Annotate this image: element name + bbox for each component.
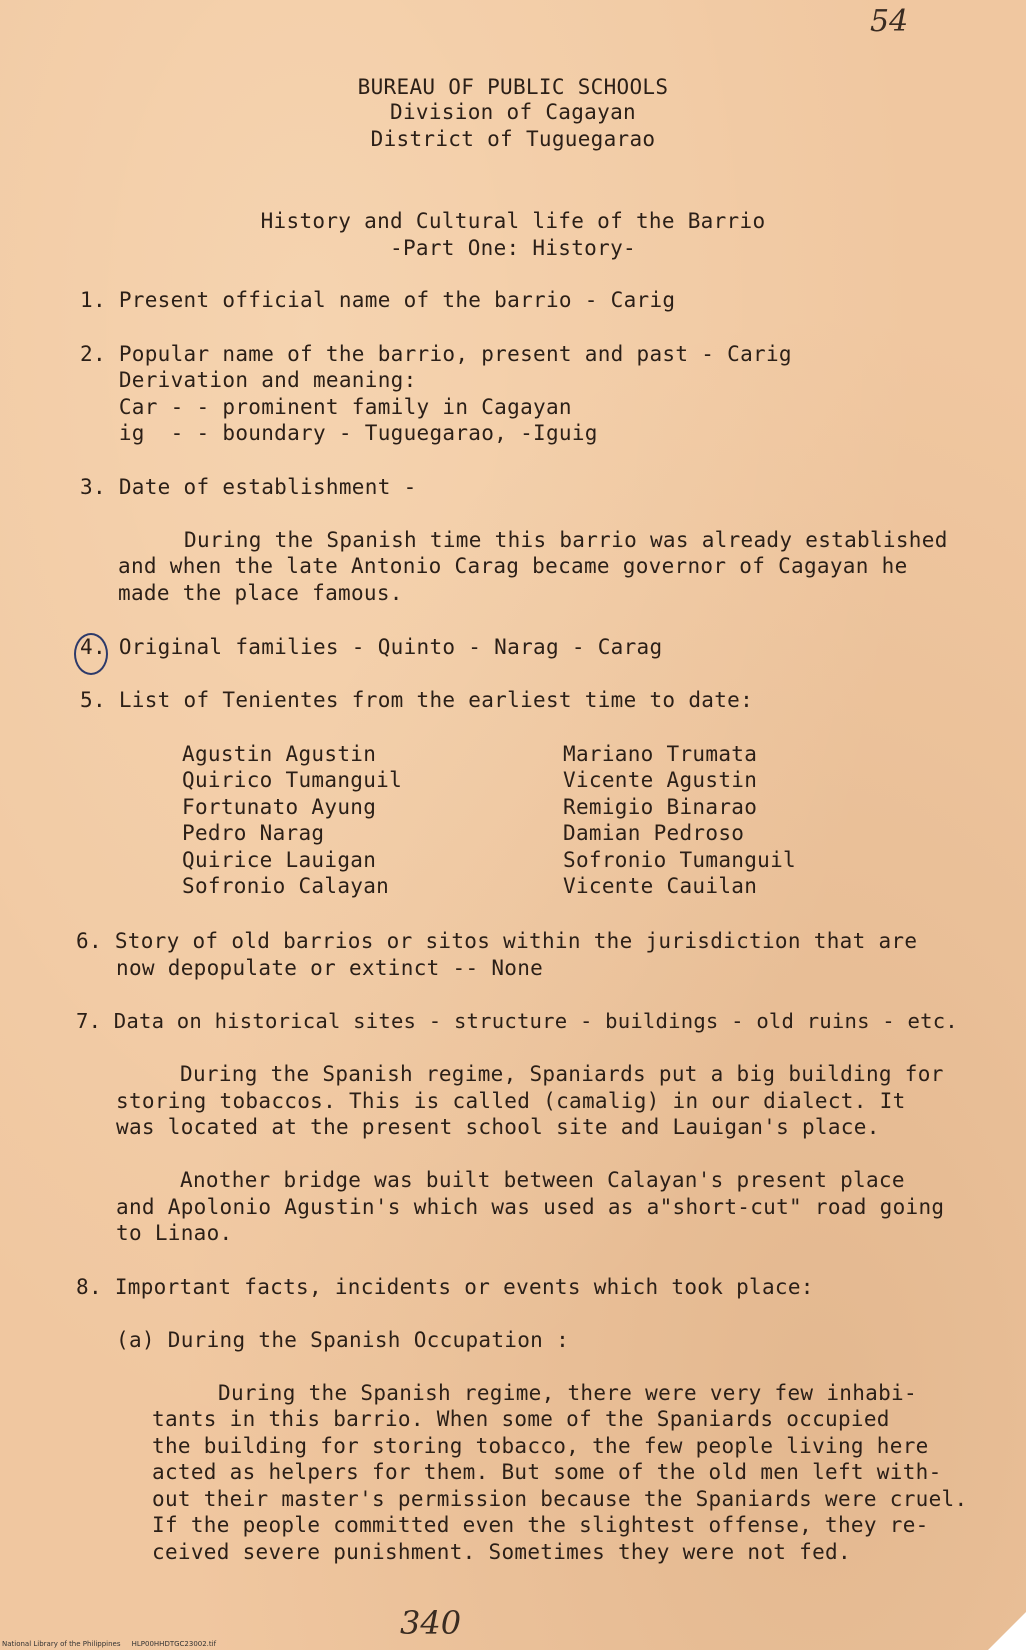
- teniente-name: Vicente Agustin: [563, 768, 758, 792]
- item-3-para-line-3: made the place famous.: [118, 581, 403, 605]
- teniente-name: Vicente Cauilan: [563, 874, 758, 898]
- item-8-para-line-2: tants in this barrio. When some of the Spaniards occupied: [152, 1407, 890, 1431]
- item-7-para-line-4: Another bridge was built between Calayan's present place: [180, 1168, 905, 1192]
- item-8-para-line-7: ceived severe punishment. Sometimes they were not fed.: [152, 1540, 851, 1564]
- item-2-car: Car - - prominent family in Cagayan: [80, 395, 572, 419]
- title-line-2: -Part One: History-: [390, 236, 636, 260]
- item-2: 2. Popular name of the barrio, present and past - Carig: [80, 342, 792, 366]
- item-8-sub-a: (a) During the Spanish Occupation :: [116, 1328, 570, 1352]
- item-7-para-line-2: storing tobaccos. This is called (camalig) in our dialect. It: [116, 1089, 906, 1113]
- teniente-name: Sofronio Tumanguil: [563, 848, 796, 872]
- item-2-ig: ig - - boundary - Tuguegarao, -Iguig: [80, 421, 598, 445]
- item-6-continued: now depopulate or extinct -- None: [116, 956, 544, 980]
- item-7-para-line-5: and Apolonio Agustin's which was used as a"short-cut" road going: [116, 1195, 945, 1219]
- item-1: 1. Present official name of the barrio - Carig: [80, 288, 676, 312]
- teniente-name: Sofronio Calayan: [182, 874, 390, 898]
- handwritten-page-number: 54: [870, 4, 909, 39]
- item-3-para-line-1: During the Spanish time this barrio was already established: [184, 528, 948, 552]
- item-4: 4. Original families - Quinto - Narag - Carag: [80, 635, 663, 659]
- header-division: Division of Cagayan: [390, 100, 636, 124]
- item-8-para-line-6: If the people committed even the slightest offense, they re-: [152, 1513, 929, 1537]
- item-3: 3. Date of establishment -: [80, 475, 417, 499]
- item-8-para-line-4: acted as helpers for them. But some of the old men left with-: [152, 1460, 942, 1484]
- item-7-para-line-3: was located at the present school site and Lauigan's place.: [116, 1115, 880, 1139]
- teniente-name: Pedro Narag: [182, 821, 325, 845]
- item-7-para-line-1: During the Spanish regime, Spaniards put a big building for: [180, 1062, 944, 1086]
- item-6: 6. Story of old barrios or sitos within the jurisdiction that are: [76, 929, 918, 953]
- header-district: District of Tuguegarao: [370, 127, 656, 151]
- item-8-para-line-3: the building for storing tobacco, the few people living here: [152, 1434, 929, 1458]
- handwritten-page-number-bottom: 340: [400, 1604, 462, 1642]
- item-8-para-line-1: During the Spanish regime, there were very few inhabi-: [218, 1381, 917, 1405]
- teniente-name: Fortunato Ayung: [182, 795, 377, 819]
- title-line-1: History and Cultural life of the Barrio: [260, 209, 766, 233]
- teniente-name: Mariano Trumata: [563, 742, 758, 766]
- header-bureau: BUREAU OF PUBLIC SCHOOLS: [357, 75, 669, 99]
- teniente-name: Agustin Agustin: [182, 742, 377, 766]
- item-8-para-line-5: out their master's permission because the Spaniards were cruel.: [152, 1487, 968, 1511]
- teniente-name: Quirice Lauigan: [182, 848, 377, 872]
- item-8: 8. Important facts, incidents or events which took place:: [76, 1275, 814, 1299]
- scan-footer: National Library of the Philippines HLP00HHDTGC23002.tif: [2, 1640, 217, 1648]
- item-5: 5. List of Tenientes from the earliest time to date:: [80, 688, 754, 712]
- item-7-para-line-6: to Linao.: [116, 1221, 233, 1245]
- teniente-name: Quirico Tumanguil: [182, 768, 403, 792]
- torn-corner: [988, 1612, 1026, 1650]
- item-2-derivation: Derivation and meaning:: [80, 368, 417, 392]
- item-7: 7. Data on historical sites - structure - buildings - old ruins - etc.: [76, 1009, 958, 1033]
- teniente-name: Remigio Binarao: [563, 795, 758, 819]
- item-3-para-line-2: and when the late Antonio Carag became governor of Cagayan he: [118, 554, 908, 578]
- teniente-name: Damian Pedroso: [563, 821, 745, 845]
